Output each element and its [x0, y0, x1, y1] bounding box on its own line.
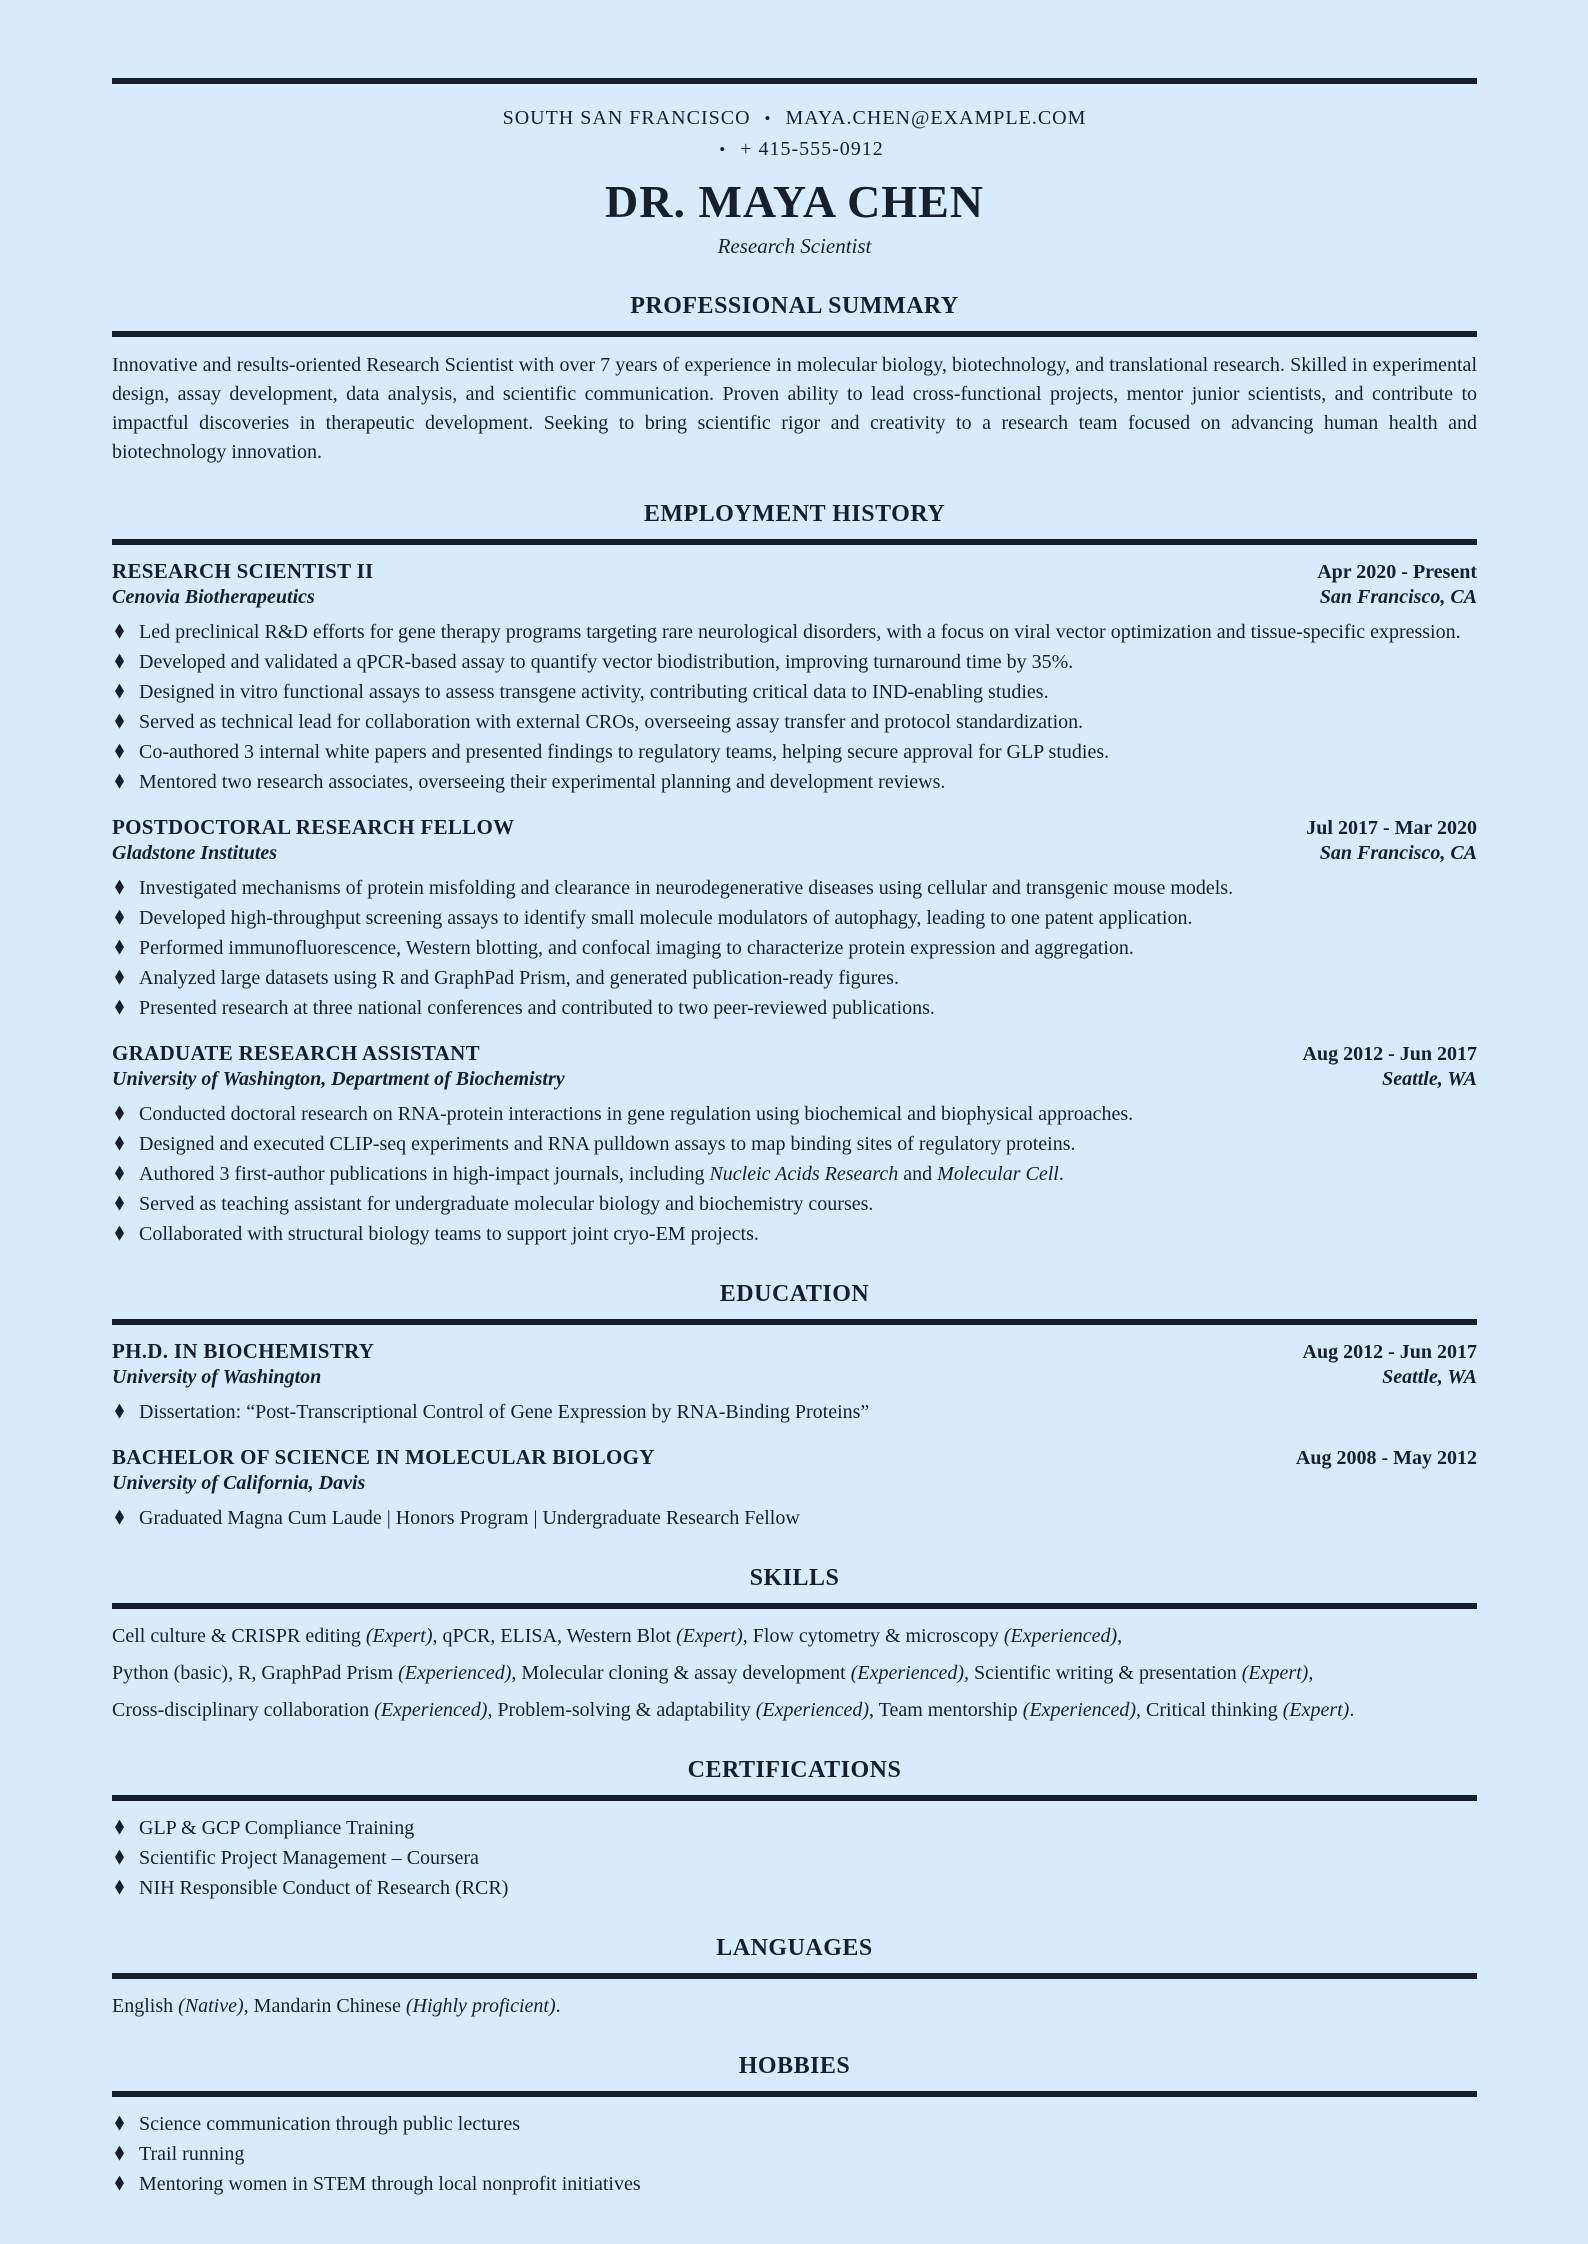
- skills-line: Python (basic), R, GraphPad Prism (Experienced), Molecular cloning & assay development (Experienced), Scientific writing & presentation (Expert),: [112, 1661, 1314, 1684]
- job-location: Seattle, WA: [1382, 1067, 1477, 1090]
- section-hobbies: [112, 2053, 1477, 2197]
- section-divider: [112, 539, 1477, 545]
- list-item: [112, 1505, 1477, 1531]
- job-dates: Aug 2012 - Jun 2017: [1302, 1042, 1477, 1065]
- school-name: University of California, Davis: [112, 1471, 366, 1494]
- top-divider: [112, 78, 1477, 84]
- bullet-text: Scientific Project Management – Coursera: [139, 1846, 479, 1869]
- bullet-text: Graduated Magna Cum Laude | Honors Program | Undergraduate Research Fellow: [139, 1506, 800, 1529]
- certifications-list: [112, 1815, 1477, 1901]
- section-education: [112, 1281, 1477, 1531]
- bullet-diamond-icon: [115, 940, 124, 955]
- contact-phone: + 415-555-0912: [740, 138, 884, 160]
- list-item: [112, 1101, 1477, 1127]
- job-company: Cenovia Biotherapeutics: [112, 585, 315, 608]
- education-entry: [112, 1445, 1477, 1531]
- section-divider: [112, 1795, 1477, 1801]
- bullet-text: Investigated mechanisms of protein misfolding and clearance in neurodegenerative diseases using cellular and transgenic mouse models.: [139, 876, 1234, 899]
- section-divider: [112, 2091, 1477, 2097]
- bullet-diamond-icon: [115, 2116, 124, 2131]
- contact-info: [112, 103, 1477, 165]
- bullet-text: Mentoring women in STEM through local nonprofit initiatives: [139, 2172, 641, 2195]
- list-item: [112, 2141, 1477, 2167]
- bullet-text: GLP & GCP Compliance Training: [139, 1816, 415, 1839]
- bullet-diamond-icon: [115, 2176, 124, 2191]
- section-certifications: [112, 1757, 1477, 1901]
- bullet-diamond-icon: [115, 1820, 124, 1835]
- bullet-text: Designed and executed CLIP-seq experiments and RNA pulldown assays to map binding sites of regulatory proteins.: [139, 1132, 1076, 1155]
- bullet-text: Developed and validated a qPCR-based assay to quantify vector biodistribution, improving turnaround time by 35%.: [139, 650, 1074, 673]
- list-item: [112, 709, 1477, 735]
- bullet-diamond-icon: [115, 910, 124, 925]
- list-item: [112, 935, 1477, 961]
- bullet-text: Presented research at three national conferences and contributed to two peer-reviewed publications.: [139, 996, 935, 1019]
- bullet-text: NIH Responsible Conduct of Research (RCR): [139, 1876, 509, 1899]
- degree-title: PH.D. IN BIOCHEMISTRY: [112, 1338, 375, 1363]
- job-title: RESEARCH SCIENTIST II: [112, 558, 374, 583]
- summary-paragraph: Innovative and results-oriented Research Scientist with over 7 years of experience in molecular biology, biotechnology, and translational research. Skilled in experimental design, assay development, data analysis, and scientific communication. Proven ability to lead cross-functional projects, mentor junior scientists, and contribute to impactful discoveries in therapeutic development. Seeking to bring scientific rigor and creativity to a research team focused on advancing human health and biotechnology innovation.: [112, 353, 1477, 463]
- bullet-diamond-icon: [115, 744, 124, 759]
- bullet-text: Led preclinical R&D efforts for gene therapy programs targeting rare neurological disorders, with a focus on viral vector optimization and tissue-specific expression.: [139, 620, 1461, 643]
- bullet-diamond-icon: [115, 1136, 124, 1151]
- list-item: [112, 679, 1477, 705]
- bullet-diamond-icon: [115, 1166, 124, 1181]
- dot-separator-icon: •: [719, 140, 727, 159]
- bullet-diamond-icon: [115, 1850, 124, 1865]
- degree-dates: Aug 2008 - May 2012: [1295, 1446, 1477, 1469]
- bullet-text: Performed immunofluorescence, Western blotting, and confocal imaging to characterize protein expression and aggregation.: [139, 936, 1134, 959]
- section-divider: [112, 1973, 1477, 1979]
- bullet-text: Analyzed large datasets using R and GraphPad Prism, and generated publication-ready figures.: [139, 966, 899, 989]
- resume-header: [112, 103, 1477, 259]
- degree-dates: Aug 2012 - Jun 2017: [1302, 1340, 1477, 1363]
- bullet-diamond-icon: [115, 774, 124, 789]
- skills-line: Cross-disciplinary collaboration (Experienced), Problem-solving & adaptability (Experienced), Team mentorship (Experienced), Critical thinking (Expert).: [112, 1698, 1355, 1721]
- bullet-text: Conducted doctoral research on RNA-protein interactions in gene regulation using biochemical and biophysical approaches.: [139, 1102, 1134, 1125]
- languages-line: English (Native), Mandarin Chinese (Highly proficient).: [112, 1994, 561, 2017]
- list-item: [112, 1131, 1477, 1157]
- bullet-diamond-icon: [115, 1226, 124, 1241]
- education-entry: [112, 1339, 1477, 1425]
- bullet-text: Developed high-throughput screening assays to identify small molecule modulators of autophagy, leading to one patent application.: [139, 906, 1193, 929]
- section-skills: [112, 1565, 1477, 1723]
- job-title: POSTDOCTORAL RESEARCH FELLOW: [112, 814, 515, 839]
- list-item: [112, 1815, 1477, 1841]
- bullet-diamond-icon: [115, 1196, 124, 1211]
- section-heading: PROFESSIONAL SUMMARY: [630, 292, 959, 319]
- bullet-diamond-icon: [115, 2146, 124, 2161]
- job-company: Gladstone Institutes: [112, 841, 278, 864]
- section-languages: [112, 1935, 1477, 2019]
- section-heading: SKILLS: [749, 1564, 840, 1591]
- section-heading: LANGUAGES: [716, 1934, 873, 1961]
- bullet-text: Mentored two research associates, overseeing their experimental planning and development reviews.: [139, 770, 946, 793]
- list-item: [112, 995, 1477, 1021]
- list-item: [112, 1399, 1477, 1425]
- section-employment-history: [112, 501, 1477, 1247]
- bullet-diamond-icon: [115, 654, 124, 669]
- education-bullet-list: [112, 1505, 1477, 1531]
- contact-location: SOUTH SAN FRANCISCO: [502, 107, 751, 129]
- hobbies-list: [112, 2111, 1477, 2197]
- job-entry: [112, 559, 1477, 795]
- contact-email: MAYA.CHEN@EXAMPLE.COM: [785, 107, 1087, 129]
- list-item: [112, 1161, 1477, 1187]
- list-item: [112, 905, 1477, 931]
- job-bullet-list: [112, 1101, 1477, 1247]
- school-name: University of Washington: [112, 1365, 322, 1388]
- bullet-diamond-icon: [115, 1880, 124, 1895]
- bullet-text: Dissertation: “Post-Transcriptional Control of Gene Expression by RNA-Binding Proteins”: [139, 1400, 870, 1423]
- dot-separator-icon: •: [764, 109, 772, 128]
- job-dates: Apr 2020 - Present: [1317, 560, 1477, 583]
- list-item: [112, 1845, 1477, 1871]
- list-item: [112, 2111, 1477, 2137]
- bullet-diamond-icon: [115, 1510, 124, 1525]
- bullet-diamond-icon: [115, 1404, 124, 1419]
- bullet-diamond-icon: [115, 624, 124, 639]
- bullet-text: Served as teaching assistant for undergraduate molecular biology and biochemistry courses.: [139, 1192, 874, 1215]
- list-item: [112, 1221, 1477, 1247]
- bullet-diamond-icon: [115, 714, 124, 729]
- section-divider: [112, 331, 1477, 337]
- bullet-diamond-icon: [115, 1000, 124, 1015]
- section-heading: EMPLOYMENT HISTORY: [643, 500, 946, 527]
- job-location: San Francisco, CA: [1319, 841, 1477, 864]
- list-item: [112, 965, 1477, 991]
- job-company: University of Washington, Department of Biochemistry: [112, 1067, 565, 1090]
- bullet-diamond-icon: [115, 684, 124, 699]
- section-divider: [112, 1319, 1477, 1325]
- bullet-text: Co-authored 3 internal white papers and presented findings to regulatory teams, helping secure approval for GLP studies.: [139, 740, 1110, 763]
- bullet-diamond-icon: [115, 1106, 124, 1121]
- list-item: [112, 2171, 1477, 2197]
- list-item: [112, 875, 1477, 901]
- bullet-text: Collaborated with structural biology teams to support joint cryo-EM projects.: [139, 1222, 759, 1245]
- job-location: San Francisco, CA: [1319, 585, 1477, 608]
- list-item: [112, 619, 1477, 645]
- list-item: [112, 1191, 1477, 1217]
- list-item: [112, 1875, 1477, 1901]
- candidate-role: Research Scientist: [717, 233, 872, 258]
- skills-line: Cell culture & CRISPR editing (Expert), qPCR, ELISA, Western Blot (Expert), Flow cytometry & microscopy (Experienced),: [112, 1624, 1123, 1647]
- section-heading: EDUCATION: [719, 1280, 870, 1307]
- job-bullet-list: [112, 875, 1477, 1021]
- section-heading: CERTIFICATIONS: [687, 1756, 902, 1783]
- section-heading: HOBBIES: [738, 2052, 851, 2079]
- candidate-name: DR. MAYA CHEN: [605, 176, 984, 227]
- list-item: [112, 649, 1477, 675]
- job-entry: [112, 1041, 1477, 1247]
- school-location: Seattle, WA: [1382, 1365, 1477, 1388]
- bullet-text: Designed in vitro functional assays to assess transgene activity, contributing critical data to IND-enabling studies.: [139, 680, 1049, 703]
- list-item: [112, 739, 1477, 765]
- education-bullet-list: [112, 1399, 1477, 1425]
- bullet-diamond-icon: [115, 970, 124, 985]
- job-bullet-list: [112, 619, 1477, 795]
- job-entry: [112, 815, 1477, 1021]
- bullet-text: Science communication through public lectures: [139, 2112, 520, 2135]
- bullet-text: Trail running: [139, 2142, 245, 2165]
- job-title: GRADUATE RESEARCH ASSISTANT: [112, 1040, 480, 1065]
- bullet-text: Served as technical lead for collaboration with external CROs, overseeing assay transfer and protocol standardization.: [139, 710, 1084, 733]
- degree-title: BACHELOR OF SCIENCE IN MOLECULAR BIOLOGY: [112, 1444, 655, 1469]
- section-professional-summary: [112, 293, 1477, 467]
- list-item: [112, 769, 1477, 795]
- bullet-text: Authored 3 first-author publications in high-impact journals, including Nucleic Acids Research and Molecular Cell.: [139, 1162, 1064, 1185]
- job-dates: Jul 2017 - Mar 2020: [1306, 816, 1477, 839]
- bullet-diamond-icon: [115, 880, 124, 895]
- section-divider: [112, 1603, 1477, 1609]
